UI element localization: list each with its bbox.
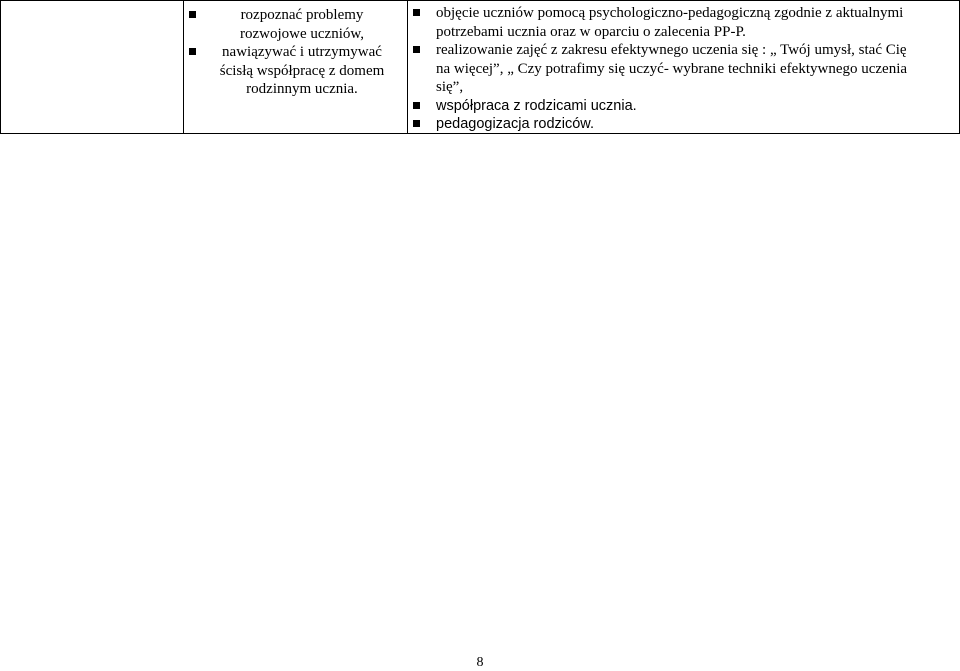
list-item-text xyxy=(436,41,956,97)
text-line: pedagogizacja rodziców. xyxy=(436,116,594,132)
plan-table xyxy=(0,0,960,136)
text-line: objęcie uczniów pomocą psychologiczno-pedagogiczną zgodnie z aktualnymi xyxy=(436,5,904,21)
list-item xyxy=(184,6,409,43)
table-cell-goals xyxy=(183,0,408,134)
table-cell-actions xyxy=(407,0,960,134)
list-item-text: rozpoznać problemy rozwojowe uczniów, xyxy=(240,7,364,42)
goals-list xyxy=(184,6,409,99)
list-item xyxy=(408,97,960,116)
text-line: potrzebami ucznia oraz w oparciu o zalecenia PP-P. xyxy=(436,23,746,40)
text-line: realizowanie zajęć z zakresu efektywnego uczenia się : „ Twój umysł, stać Cię xyxy=(436,42,907,58)
page-number: 8 xyxy=(476,655,484,670)
list-item-text: nawiązywać i utrzymywać ścisłą współpracę z domem rodzinnym ucznia. xyxy=(219,44,385,97)
square-bullet-icon xyxy=(413,120,420,127)
square-bullet-icon xyxy=(413,46,420,53)
list-item xyxy=(408,115,960,134)
list-item-text xyxy=(436,97,956,116)
text-line: na więcej”, „ Czy potrafimy się uczyć- wybrane techniki efektywnego uczenia xyxy=(436,60,908,77)
text-line: współpraca z rodzicami ucznia. xyxy=(436,97,637,114)
list-item xyxy=(184,43,409,99)
square-bullet-icon xyxy=(413,102,420,109)
list-item-text xyxy=(436,115,956,134)
table-cell-empty xyxy=(0,0,183,134)
square-bullet-icon xyxy=(413,9,420,16)
text-line: się”, xyxy=(436,79,464,95)
square-bullet-icon xyxy=(189,11,196,18)
list-item xyxy=(408,41,960,97)
list-item-text xyxy=(436,4,956,41)
square-bullet-icon xyxy=(189,48,196,55)
list-item xyxy=(408,4,960,41)
actions-list xyxy=(408,4,960,134)
